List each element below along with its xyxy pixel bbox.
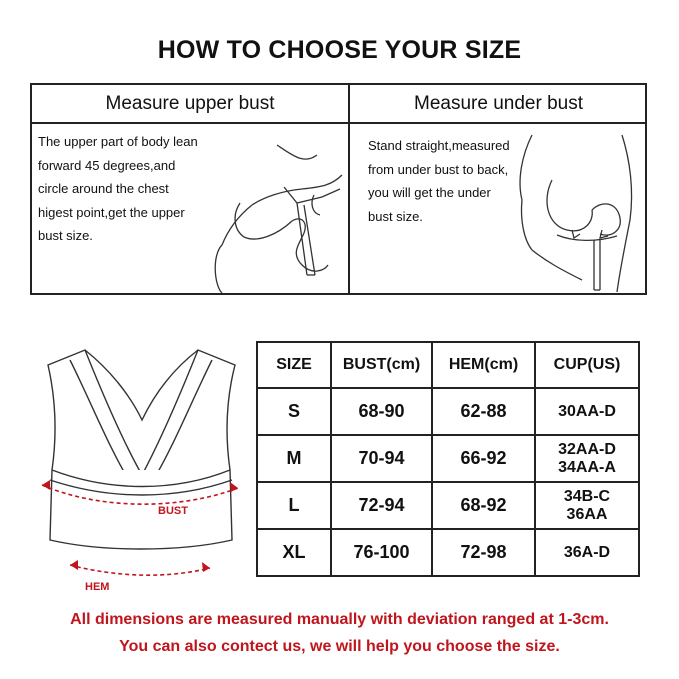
size-cell: M	[257, 435, 331, 482]
hem-cell: 66-92	[432, 435, 535, 482]
table-row	[257, 529, 639, 576]
bust-column-header: BUST(cm)	[331, 342, 432, 388]
cup-line: 36A-D	[563, 543, 611, 561]
table-row	[257, 482, 639, 529]
instruction-line: Stand straight,measured	[368, 138, 510, 153]
measure-instructions-panel	[30, 83, 647, 295]
cup-line: 34AA-A	[558, 458, 616, 476]
hem-cell: 72-98	[432, 529, 535, 576]
instruction-line: from under bust to back,	[368, 161, 509, 177]
table-header-row	[257, 342, 639, 388]
bust-cell: 72-94	[331, 482, 432, 529]
instruction-line: forward 45 degrees,and	[38, 157, 176, 173]
hem-cell: 62-88	[432, 388, 535, 435]
instruction-line: bust size.	[38, 228, 93, 243]
size-chart-table	[256, 341, 640, 577]
disclaimer-line: All dimensions are measured manually with deviation ranged at 1-3cm.	[70, 611, 609, 628]
cup-line: 30AA-D	[558, 402, 616, 420]
under-bust-figure-icon	[502, 130, 642, 295]
instruction-line: circle around the chest	[38, 181, 169, 196]
page-title: HOW TO CHOOSE YOUR SIZE	[157, 36, 522, 64]
cup-cell	[535, 388, 639, 435]
upper-bust-figure-icon	[182, 125, 347, 295]
instruction-line: higest point,get the upper	[38, 204, 185, 220]
column-divider	[348, 85, 350, 293]
table-row	[257, 388, 639, 435]
size-cell: S	[257, 388, 331, 435]
sports-bra-illustration	[30, 340, 252, 590]
hem-column-header: HEM(cm)	[432, 342, 535, 388]
upper-bust-heading: Measure upper bust	[105, 93, 275, 114]
cup-column-header: CUP(US)	[535, 342, 639, 388]
cup-line: 34B-C	[563, 487, 611, 505]
under-bust-heading: Measure under bust	[414, 93, 583, 114]
contact-line: You can also contect us, we will help you choose the size.	[119, 638, 560, 655]
hem-cell: 68-92	[432, 482, 535, 529]
cup-line: 32AA-D	[558, 440, 616, 458]
size-column-header: SIZE	[257, 342, 331, 388]
size-cell: XL	[257, 529, 331, 576]
cup-line: 36AA	[566, 505, 608, 523]
bust-cell: 76-100	[331, 529, 432, 576]
instruction-line: bust size.	[368, 208, 423, 224]
cup-cell	[535, 529, 639, 576]
header-divider	[32, 122, 645, 124]
table-row	[257, 435, 639, 482]
bust-cell: 70-94	[331, 435, 432, 482]
instruction-line: you will get the under	[368, 185, 491, 200]
instruction-line: The upper part of body lean	[38, 134, 198, 149]
size-cell: L	[257, 482, 331, 529]
hem-label: HEM	[85, 581, 110, 590]
cup-cell	[535, 435, 639, 482]
bust-cell: 68-90	[331, 388, 432, 435]
cup-cell	[535, 482, 639, 529]
bust-label: BUST	[158, 505, 188, 517]
